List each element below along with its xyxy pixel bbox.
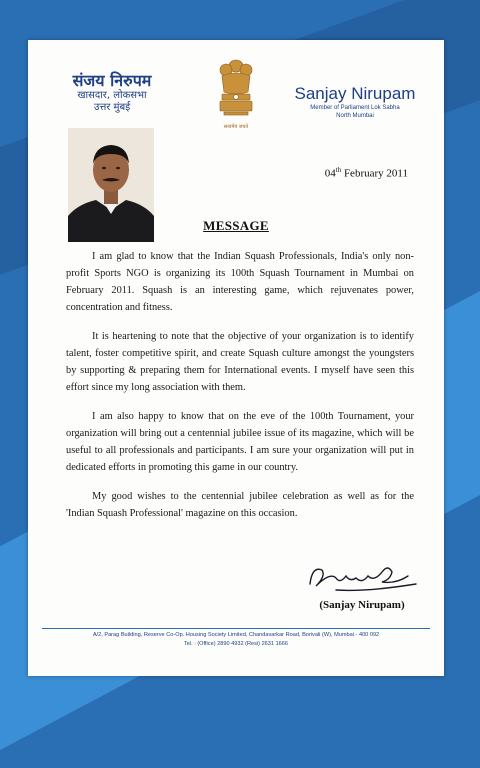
message-paragraph: I am glad to know that the Indian Squash Professionals, India's only non-profit Sports NGO is organizing its 100th Squash Tournament in Mumbai on February 2011. Squash is an interesting game, which rejuvenates power, concentration and fitness.: [66, 251, 414, 313]
national-emblem-icon: [214, 56, 258, 126]
message-body: [66, 248, 414, 534]
emblem-caption: सत्यमेव जयते: [223, 124, 249, 130]
message-paragraph: My good wishes to the centennial jubilee celebration as well as for the 'Indian Squash Professional' magazine on this occasion.: [66, 491, 414, 519]
hindi-letterhead: [72, 72, 152, 114]
date-suffix: th: [335, 166, 342, 174]
hindi-name: संजय निरुपम: [72, 71, 152, 90]
letter-date: [308, 166, 408, 180]
hindi-title-line2: उत्तर मुंबई: [93, 102, 131, 113]
english-title-line1: Member of Parliament Lok Sabha: [310, 105, 400, 111]
footer-address: A/2, Parag Building, Reserve Co-Op. Housing Society Limited, Chandavarkar Road, Borivali (W), Mumbai - 400 092: [92, 632, 380, 638]
english-letterhead: [282, 84, 428, 120]
message-paragraph: It is heartening to note that the objective of your organization is to identify talent, foster competitive spirit, and create Squash culture amongst the youngsters by supporting & preparing them for International events. I myself have seen this effort since my long association with them.: [66, 331, 414, 393]
letter-page: [28, 40, 444, 676]
footer: [28, 631, 444, 649]
message-paragraph: I am also happy to know that on the eve of the 100th Tournament, your organization will bring out a centennial jubilee issue of its magazine, which will be useful to all professionals and participants. I am sure your organization will put in dedicated efforts in promoting this game in our country.: [66, 411, 414, 473]
message-heading: MESSAGE: [203, 218, 269, 233]
english-name: Sanjay Nirupam: [294, 84, 416, 103]
handwritten-signature: [296, 558, 426, 598]
signatory-name: (Sanjay Nirupam): [319, 599, 405, 611]
footer-divider: [42, 628, 430, 629]
date-month-year: February 2011: [341, 167, 408, 180]
date-day: 04: [324, 167, 336, 180]
hindi-title-line1: खासदार, लोकसभा: [77, 90, 147, 101]
footer-phone: Tel. : (Office) 2890 4932 (Resi) 2631 1666: [183, 641, 289, 647]
english-title-line2: North Mumbai: [336, 113, 374, 119]
